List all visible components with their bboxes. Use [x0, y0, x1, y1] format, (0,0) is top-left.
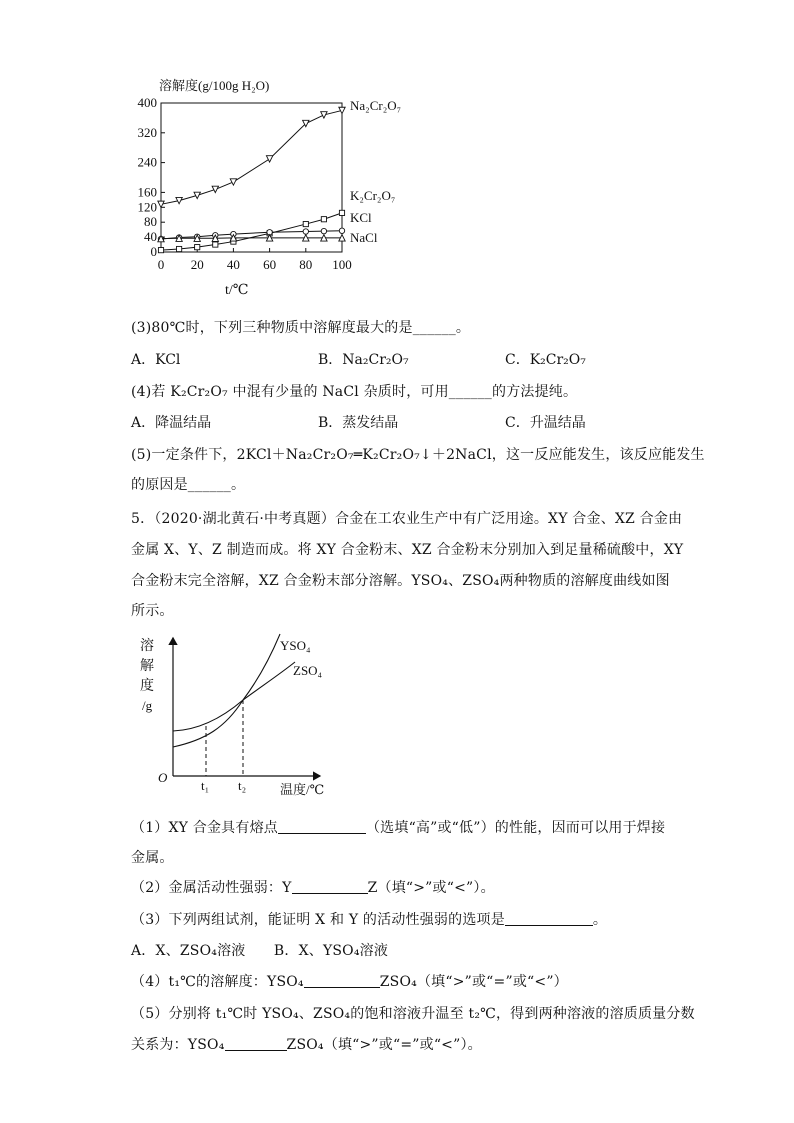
c2-legend-zso4: ZSO₄ [293, 663, 323, 678]
c2-ylabel-3: 度 [140, 679, 154, 694]
na2cr2o7-point [194, 192, 200, 198]
yso4-curve [173, 634, 280, 747]
q4-option-c[interactable]: C．升温结晶 [505, 415, 586, 431]
question-5-line1: (5)一定条件下，2KCl＋Na₂Cr₂O₇═K₂Cr₂O₇↓＋2NaCl，这一反应能发生，该反应能发生 [131, 447, 705, 463]
question-3: (3)80℃时，下列三种物质中溶解度最大的是______。 [131, 320, 471, 336]
c1-xtick-label: 100 [332, 257, 352, 272]
p5-sub3-text-b: 。 [592, 912, 608, 928]
q4-option-a[interactable]: A．降温结晶 [131, 415, 212, 431]
p5-sub4-text-a: （4）t₁℃的溶解度：YSO₄ [131, 974, 304, 990]
c1-xtick-label: 40 [226, 257, 240, 272]
kcl-label: KCl [350, 210, 372, 225]
p5-sub1-line2: 金属。 [131, 850, 174, 866]
q3-option-a[interactable]: A．KCl [131, 352, 181, 368]
problem-5-line4: 所示。 [131, 603, 174, 619]
c2-ylabel-1: 溶 [140, 639, 154, 654]
c1-xtick-label: 20 [190, 257, 204, 272]
p5-sub2-text-b: Z（填“>”或“<”）。 [367, 880, 495, 896]
c2-tick-t1: t₁ [201, 778, 210, 793]
problem-5-line1: 5．（2020·湖北黄石·中考真题）合金在工农业生产中有广泛用途。XY 合金、XZ 合金由 [131, 511, 683, 527]
c1-ylabel: 溶解度(g/100g H₂O) [159, 78, 270, 93]
c1-ytick-label: 40 [144, 229, 157, 245]
na2cr2o7-line [161, 110, 342, 204]
p5-sub2 [131, 877, 495, 897]
p5-sub1-line1 [131, 817, 665, 837]
k2cr2o7-point [213, 242, 218, 247]
p5-sub3-options: A．X、ZSO₄溶液 B．X、YSO₄溶液 [131, 943, 389, 959]
c1-xtick-label: 0 [157, 257, 165, 272]
na2cr2o7-point [266, 156, 272, 162]
k2cr2o7-point [195, 245, 200, 250]
nacl-line [161, 238, 342, 239]
yso4-zso4-chart [130, 630, 340, 805]
na2cr2o7-point [339, 107, 345, 113]
p5-sub3-text-a: （3）下列两组试剂，能证明 X 和 Y 的活动性强弱的选项是 [131, 912, 505, 928]
c1-ytick-label: 0 [150, 244, 157, 259]
k2cr2o7-label: K₂Cr₂O₇ [350, 188, 396, 203]
nacl-label: NaCl [350, 230, 378, 245]
solubility-chart [120, 70, 440, 305]
k2cr2o7-point [303, 221, 308, 226]
p5-sub5-line1: （5）分别将 t₁℃时 YSO₄、ZSO₄的饱和溶液升温至 t₂℃，得到两种溶液的溶质质量分数 [131, 1006, 695, 1022]
na2cr2o7-point [212, 186, 218, 192]
problem-5-line3: 合金粉末完全溶解，XZ 合金粉末部分溶解。YSO₄、ZSO₄两种物质的溶解度曲线如图 [131, 573, 670, 589]
question-4: (4)若 K₂Cr₂O₇ 中混有少量的 NaCl 杂质时，可用______的方法提纯。 [131, 384, 578, 400]
c2-xlabel: 温度/℃ [280, 782, 325, 797]
p5-sub4-text-b: ZSO₄（填“>”或“=”或“<”） [379, 974, 568, 990]
zso4-curve [173, 662, 295, 731]
c1-ytick-label: 160 [137, 184, 157, 200]
k2cr2o7-point [339, 210, 344, 215]
c1-xlabel: t/℃ [225, 283, 249, 298]
c2-ylabel-4: /g [142, 698, 153, 713]
c1-ytick-label: 120 [137, 199, 157, 215]
p5-sub4-blank[interactable] [304, 973, 380, 988]
p5-sub2-text-a: （2）金属活动性强弱：Y [131, 880, 292, 896]
question-5-line2: 的原因是______。 [131, 477, 246, 493]
p5-sub4 [131, 971, 568, 991]
p5-sub5-line2 [131, 1034, 482, 1054]
c1-ytick-label: 240 [137, 154, 157, 170]
na2cr2o7-label: Na₂Cr₂O₇ [350, 98, 402, 113]
p5-sub3 [131, 909, 607, 929]
k2cr2o7-point [158, 248, 163, 253]
p5-sub5-text-b: ZSO₄（填“>”或“=”或“<”）。 [286, 1037, 482, 1053]
q3-option-c[interactable]: C．K₂Cr₂O₇ [505, 352, 586, 368]
p5-sub1-text-b: （选填“高”或“低”）的性能，因而可以用于焊接 [365, 820, 666, 836]
kcl-point [303, 229, 308, 234]
na2cr2o7-point [321, 112, 327, 118]
c1-frame [161, 103, 342, 252]
k2cr2o7-point [321, 217, 326, 222]
k2cr2o7-point [177, 246, 182, 251]
c1-xtick-label: 60 [263, 257, 277, 272]
c2-legend-yso4: YSO₄ [280, 638, 311, 653]
c2-tick-t2: t₂ [238, 778, 247, 793]
p5-sub3-blank[interactable] [505, 911, 593, 926]
p5-sub1-text-a: （1）XY 合金具有熔点 [131, 820, 278, 836]
c2-origin-label: O [158, 770, 168, 785]
c2-ylabel-2: 解 [140, 659, 154, 674]
q3-option-b[interactable]: B．Na₂Cr₂O₇ [318, 352, 409, 368]
p5-sub1-blank[interactable] [278, 819, 366, 834]
c1-ytick-label: 320 [137, 124, 157, 140]
p5-sub2-blank[interactable] [292, 879, 368, 894]
problem-5-line2: 金属 X、Y、Z 制造而成。将 XY 合金粉末、XZ 合金粉末分别加入到足量稀硫酸中，XY [131, 542, 684, 558]
kcl-point [339, 228, 344, 233]
p5-sub5-blank[interactable] [225, 1036, 287, 1051]
kcl-point [321, 228, 326, 233]
c1-xtick-label: 80 [299, 257, 313, 272]
p5-sub5-text-a: 关系为：YSO₄ [131, 1037, 225, 1053]
c1-ytick-label: 400 [137, 95, 157, 110]
q4-option-b[interactable]: B．蒸发结晶 [318, 415, 399, 431]
na2cr2o7-point [230, 179, 236, 185]
c1-ytick-label: 80 [144, 214, 157, 230]
